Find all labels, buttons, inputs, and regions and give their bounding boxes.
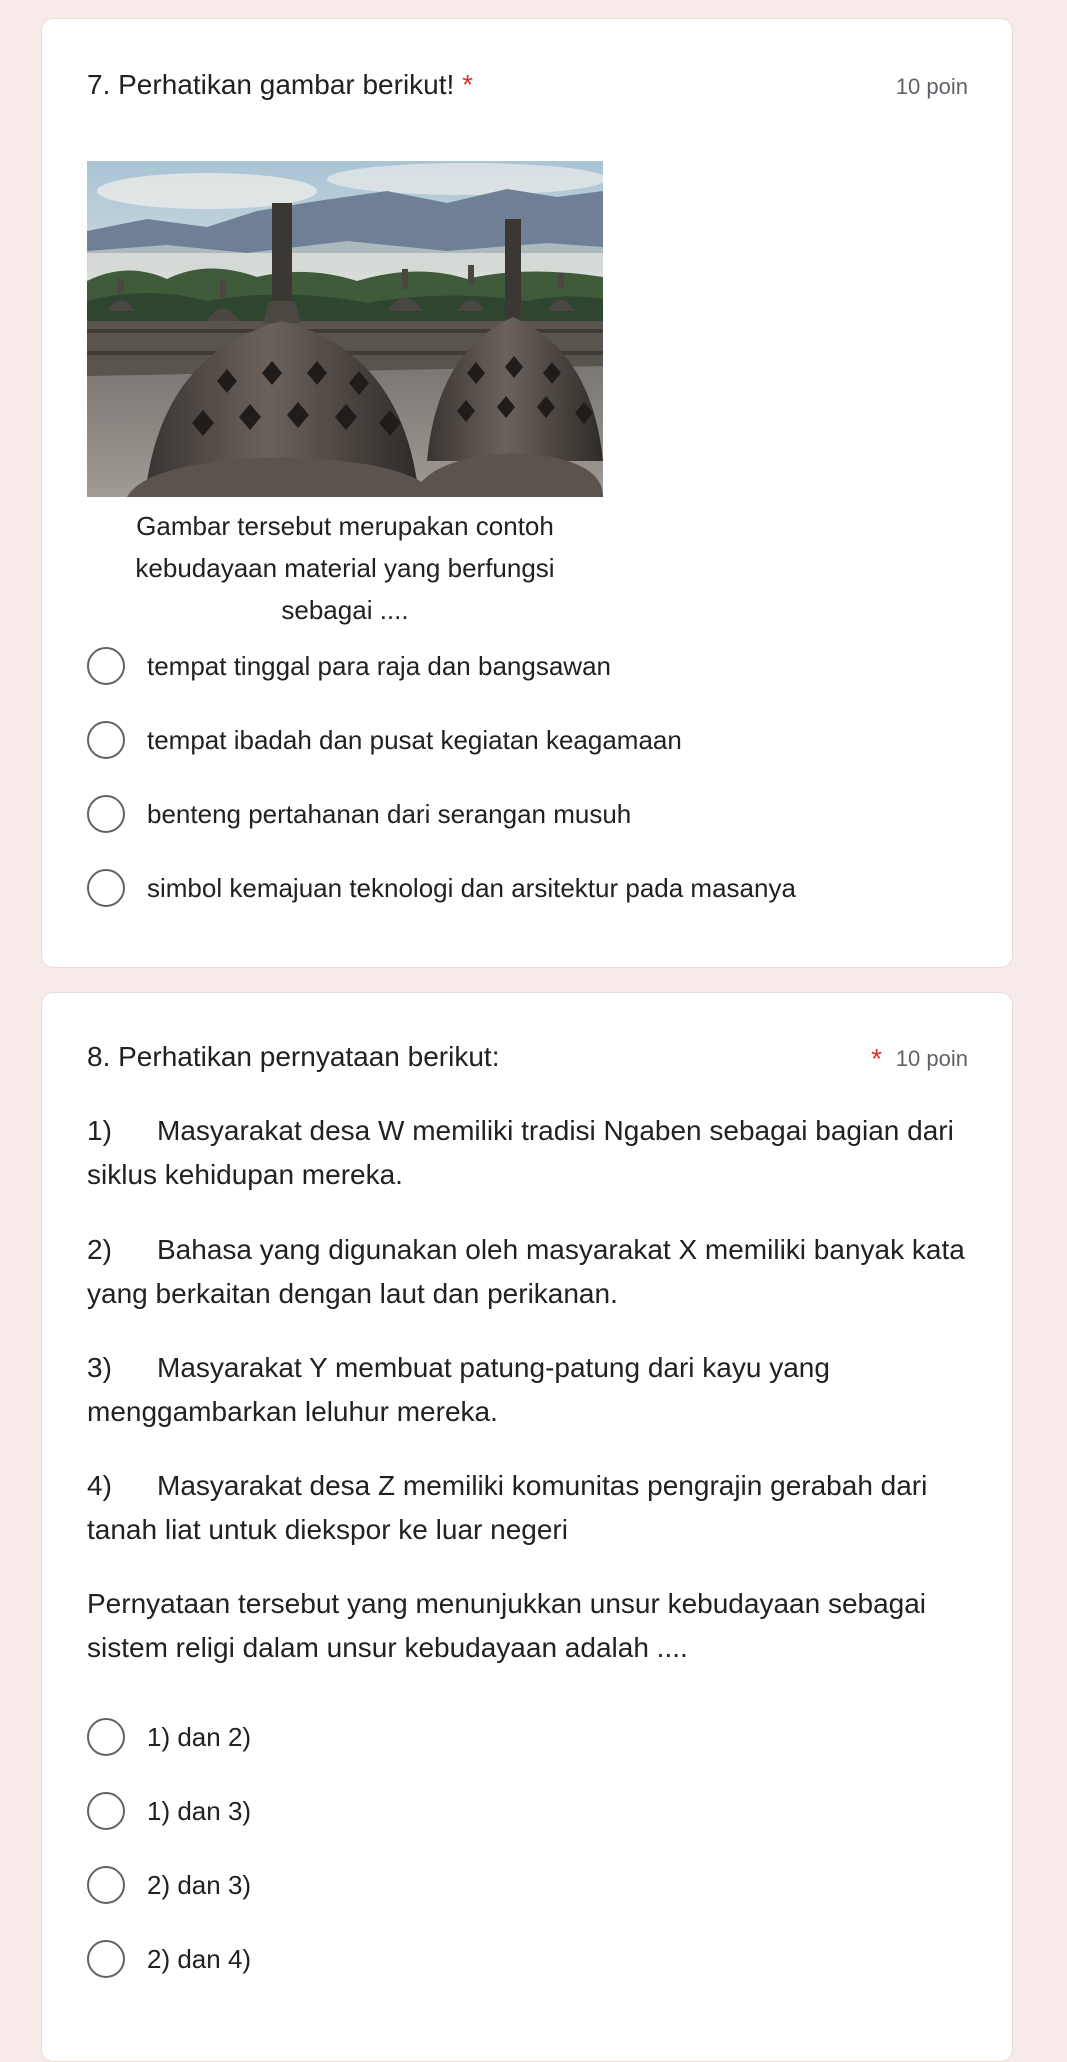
statement-4 xyxy=(87,1464,967,1552)
statement-text: Masyarakat desa Z memiliki komunitas pengrajin gerabah dari tanah liat untuk diekspor ke luar negeri xyxy=(87,1470,928,1545)
statement-text: Masyarakat desa W memiliki tradisi Ngaben sebagai bagian dari siklus kehidupan mereka. xyxy=(87,1115,954,1190)
statement-text: Bahasa yang digunakan oleh masyarakat X memiliki banyak kata yang berkaitan dengan laut dan perikanan. xyxy=(87,1234,965,1309)
question-title-text: 7. Perhatikan gambar berikut! xyxy=(87,69,455,100)
question-card-8 xyxy=(41,992,1013,2062)
radio-button[interactable] xyxy=(87,1792,125,1830)
statement-number: 2) xyxy=(87,1234,112,1265)
option-label: 2) dan 3) xyxy=(147,1870,252,1900)
points-label: 10 poin xyxy=(895,1046,968,1071)
statement-2 xyxy=(87,1228,967,1316)
option-q7-4[interactable] xyxy=(87,868,796,908)
option-q8-2[interactable] xyxy=(87,1791,251,1831)
option-label: 1) dan 2) xyxy=(147,1722,252,1752)
radio-button[interactable] xyxy=(87,795,125,833)
option-q8-1[interactable] xyxy=(87,1717,251,1757)
radio-button[interactable] xyxy=(87,869,125,907)
question-title xyxy=(87,67,473,103)
option-q7-3[interactable] xyxy=(87,794,631,834)
required-mark: * xyxy=(871,1043,882,1074)
option-label: benteng pertahanan dari serangan musuh xyxy=(147,799,632,829)
points-label: 10 poin xyxy=(895,74,968,99)
option-label: 2) dan 4) xyxy=(147,1944,252,1974)
option-q7-2[interactable] xyxy=(87,720,682,760)
radio-button[interactable] xyxy=(87,1718,125,1756)
statement-text: Masyarakat Y membuat patung-patung dari kayu yang menggambarkan leluhur mereka. xyxy=(87,1352,830,1427)
required-mark: * xyxy=(462,69,473,100)
radio-button[interactable] xyxy=(87,721,125,759)
option-q8-4[interactable] xyxy=(87,1939,251,1979)
question-card-7 xyxy=(41,18,1013,968)
statement-3 xyxy=(87,1346,967,1434)
statement-number: 4) xyxy=(87,1470,112,1501)
option-label: tempat ibadah dan pusat kegiatan keagamaan xyxy=(147,725,682,755)
image-caption: Gambar tersebut merupakan contoh kebudayaan material yang berfungsi sebagai .... xyxy=(135,511,555,625)
question-title: 8. Perhatikan pernyataan berikut: xyxy=(87,1041,500,1072)
option-q8-3[interactable] xyxy=(87,1865,251,1905)
option-label: 1) dan 3) xyxy=(147,1796,252,1826)
statement-number: 3) xyxy=(87,1352,112,1383)
option-label: tempat tinggal para raja dan bangsawan xyxy=(147,651,611,681)
question-prompt: Pernyataan tersebut yang menunjukkan unsur kebudayaan sebagai sistem religi dalam unsur kebudayaan adalah .... xyxy=(87,1588,927,1663)
statement-1 xyxy=(87,1109,967,1197)
radio-button[interactable] xyxy=(87,1866,125,1904)
temple-stupa-image xyxy=(87,161,603,497)
option-label: simbol kemajuan teknologi dan arsitektur pada masanya xyxy=(147,873,796,903)
radio-button[interactable] xyxy=(87,1940,125,1978)
option-q7-1[interactable] xyxy=(87,646,611,686)
statement-number: 1) xyxy=(87,1115,112,1146)
radio-button[interactable] xyxy=(87,647,125,685)
